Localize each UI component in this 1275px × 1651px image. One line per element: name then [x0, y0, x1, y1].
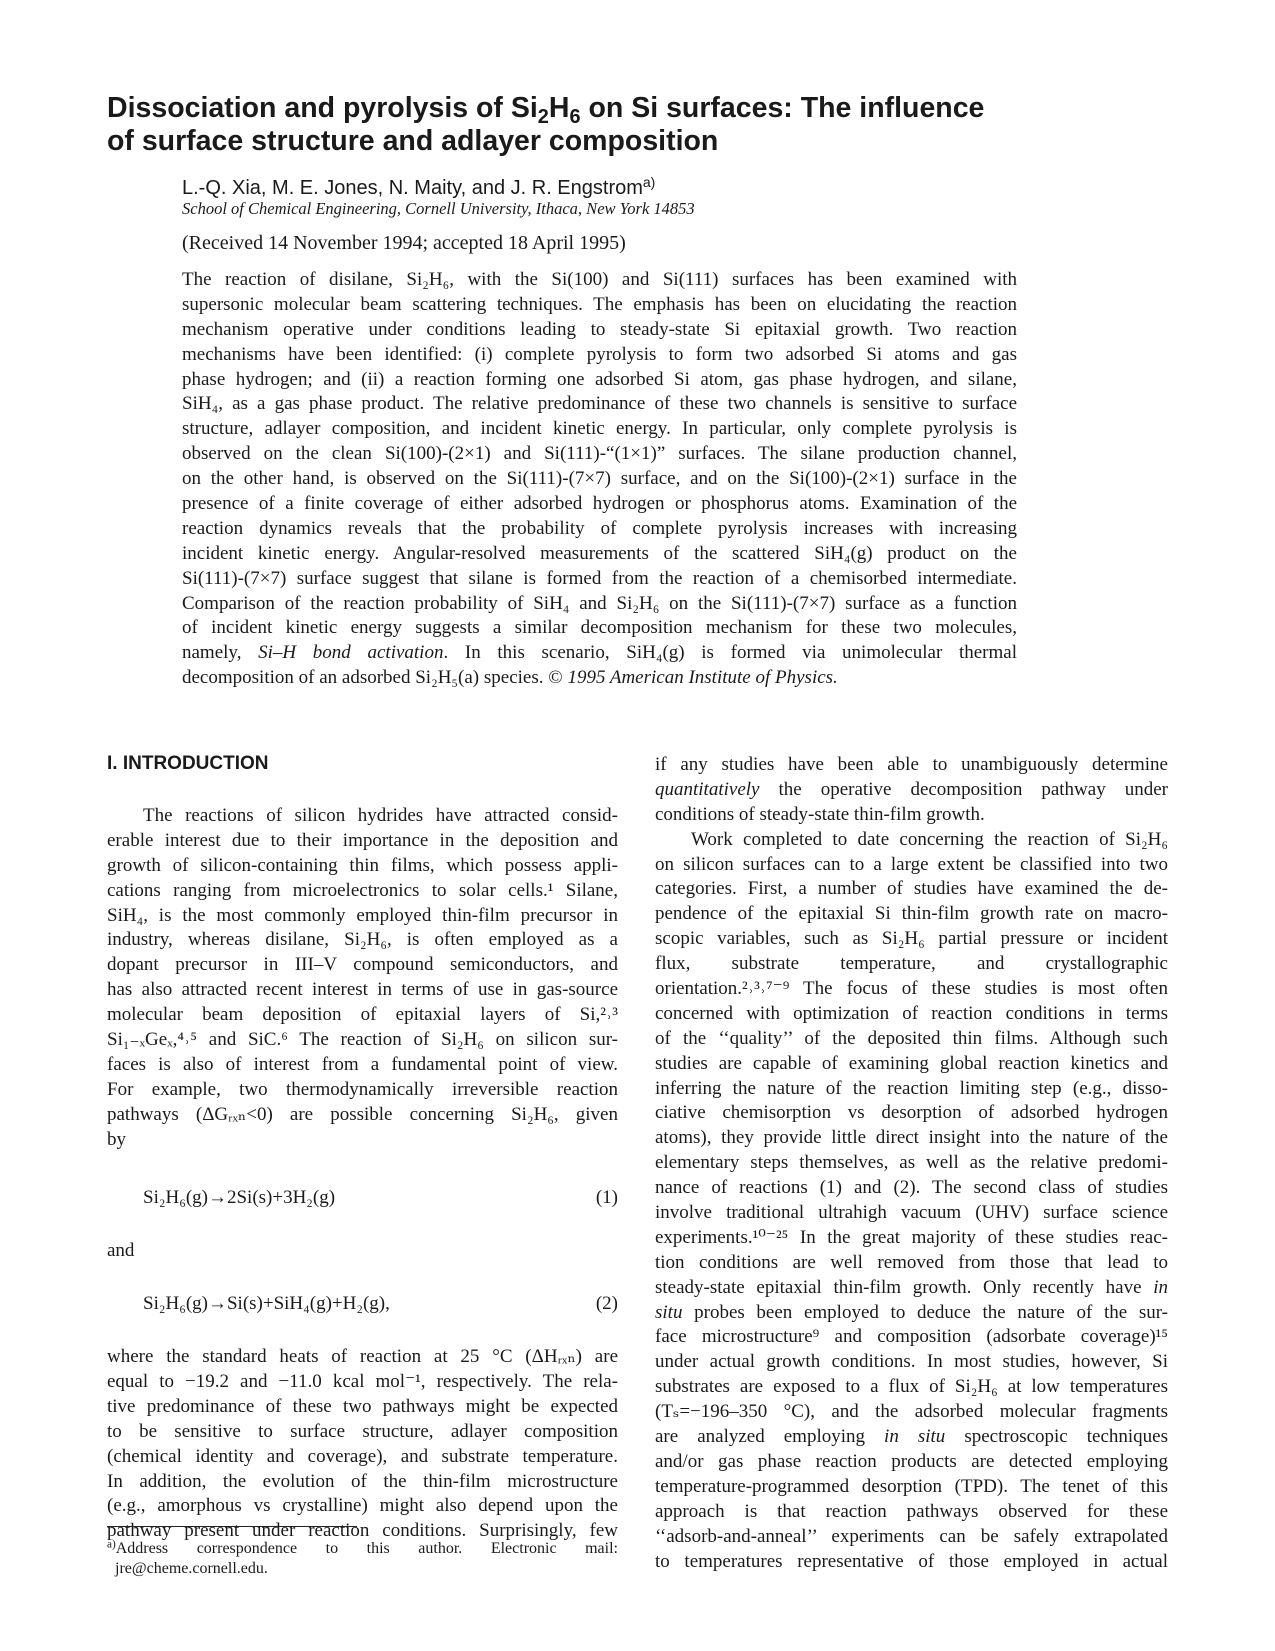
- text-line: SiH₄, is the most commonly employed thin-film precursor in: [107, 904, 618, 926]
- abstract-line: structure, adlayer composition, and incident kinetic energy. In particular, only complete pyrolysis is: [182, 418, 1017, 440]
- abstract-line: SiH₄, as a gas phase product. The relative predominance of these two channels is sensitive to surface: [182, 393, 1017, 415]
- text-line: on silicon surfaces can to a large extent be classified into two: [655, 853, 1168, 875]
- abstract-line: reaction dynamics reveals that the probability of complete pyrolysis increases with increasing: [182, 517, 1017, 539]
- abstract-line: namely, Si–H bond activation. In this scenario, SiH₄(g) is formed via unimolecular thermal: [182, 642, 1017, 664]
- abstract-line: mechanisms have been identified: (i) complete pyrolysis to form two adsorbed Si atoms and gas: [182, 343, 1017, 365]
- footnote-line: jre@cheme.cornell.edu.: [115, 1560, 268, 1577]
- text-line: to be sensitive to surface structure, adlayer composition: [107, 1420, 618, 1442]
- text-line: For example, two thermodynamically irreversible reaction: [107, 1078, 618, 1100]
- text-line: and: [107, 1240, 135, 1262]
- text-line: pathways (ΔGᵣₓₙ<0) are possible concerning Si₂H₆, given: [107, 1103, 618, 1125]
- text-line: (chemical identity and coverage), and substrate temperature.: [107, 1445, 618, 1467]
- text-line: approach is that reaction pathways observed for these: [655, 1500, 1168, 1522]
- abstract: [182, 268, 1017, 691]
- affiliation: School of Chemical Engineering, Cornell University, Ithaca, New York 14853: [182, 199, 695, 218]
- equation-1: Si₂H₆(g)→2Si(s)+3H₂(g) (1): [107, 1186, 618, 1211]
- abstract-line: The reaction of disilane, Si₂H₆, with the Si(100) and Si(111) surfaces has been examined with: [182, 269, 1017, 290]
- intro-text-left: [107, 804, 618, 1544]
- text-line: growth of silicon-containing thin films, which possess appli-: [107, 854, 618, 876]
- text-line: situ probes been employed to deduce the nature of the sur-: [655, 1301, 1168, 1323]
- abstract-line: incident kinetic energy. Angular-resolved measurements of the scattered SiH₄(g) product on the: [182, 542, 1017, 564]
- equation-number: (2): [595, 1293, 618, 1315]
- text-line: conditions of steady-state thin-film growth.: [655, 803, 985, 825]
- text-line: substrates are exposed to a flux of Si₂H₆ at low temperatures: [655, 1376, 1168, 1398]
- text-line: under actual growth conditions. In most studies, however, Si: [655, 1351, 1168, 1373]
- text-line: concerned with optimization of reaction conditions in terms: [655, 1002, 1168, 1024]
- text-line: equal to −19.2 and −11.0 kcal mol⁻¹, respectively. The rela-: [107, 1371, 618, 1393]
- text-line: Work completed to date concerning the reaction of Si₂H₆: [691, 828, 1168, 850]
- text-line: erable interest due to their importance in the deposition and: [107, 829, 618, 851]
- text-line: quantitatively the operative decomposition pathway under: [655, 778, 1168, 800]
- abstract-line: mechanism operative under conditions leading to steady-state Si epitaxial growth. Two reaction: [182, 318, 1017, 340]
- text-line: if any studies have been able to unambiguously determine: [655, 754, 1168, 775]
- text-line: dopant precursor in III–V compound semiconductors, and: [107, 954, 618, 976]
- text-line: inferring the nature of the reaction limiting step (e.g., disso-: [655, 1077, 1168, 1099]
- text-line: pathway present under reaction conditions. Surprisingly, few: [107, 1520, 618, 1542]
- text-line: has also attracted recent interest in terms of use in gas-source: [107, 979, 618, 1001]
- received-dates: (Received 14 November 1994; accepted 18 April 1995): [182, 232, 626, 254]
- title-line-1: Dissociation and pyrolysis of $Si_2H_6$ on Si surfaces: The influence: [107, 92, 985, 128]
- footnote-line: $^{a)}$Address correspondence to this author. Electronic mail:: [107, 1538, 618, 1557]
- footnote-mark: a): [107, 1538, 116, 1551]
- footnote: [107, 1539, 618, 1579]
- text-line: categories. First, a number of studies have examined the de-: [655, 878, 1168, 900]
- title-line-2: of surface structure and adlayer composition: [107, 125, 719, 157]
- abstract-line: phase hydrogen; and (ii) a reaction forming one adsorbed Si atom, gas phase hydrogen, and silane,: [182, 368, 1017, 390]
- text-line: (e.g., amorphous vs crystalline) might also depend upon the: [107, 1495, 618, 1517]
- right-column: [655, 753, 1168, 1574]
- text-line: tion conditions are well removed from those that lead to: [655, 1251, 1168, 1273]
- footnote-divider: [107, 1526, 357, 1527]
- text-line: (Tₛ=−196–350 °C), and the adsorbed molecular fragments: [655, 1401, 1168, 1423]
- text-line: In addition, the evolution of the thin-film microstructure: [107, 1470, 618, 1492]
- abstract-line: of incident kinetic energy suggests a similar decomposition mechanism for these two molecules,: [182, 617, 1017, 639]
- abstract-line: observed on the clean Si(100)-(2×1) and Si(111)-“(1×1)” surfaces. The silane production channel,: [182, 443, 1017, 465]
- author-footnote-mark: a): [642, 174, 656, 190]
- text-line: ‘‘adsorb-and-anneal’’ experiments can be safely extrapolated: [655, 1525, 1168, 1547]
- text-line: molecular beam deposition of epitaxial layers of Si,²˒³: [107, 1004, 618, 1026]
- text-line: temperature-programmed desorption (TPD). The tenet of this: [655, 1475, 1168, 1497]
- text-line: ciative chemisorption vs desorption of adsorbed hydrogen: [655, 1102, 1168, 1124]
- text-line: to temperatures representative of those employed in actual: [655, 1550, 1168, 1572]
- abstract-line: Comparison of the reaction probability of SiH₄ and Si₂H₆ on the Si(111)-(7×7) surface as a function: [182, 592, 1017, 614]
- text-line: faces is also of interest from a fundamental point of view.: [107, 1053, 618, 1075]
- text-line: industry, whereas disilane, Si₂H₆, is often employed as a: [107, 929, 618, 951]
- text-line: elementary steps themselves, as well as the relative predomi-: [655, 1152, 1168, 1174]
- text-line: nance of reactions (1) and (2). The second class of studies: [655, 1177, 1168, 1199]
- abstract-line: Si(111)-(7×7) surface suggest that silane is formed from the reaction of a chemisorbed intermediate.: [182, 567, 1017, 589]
- text-line: orientation.²˒³˒⁷⁻⁹ The focus of these studies is most often: [655, 978, 1168, 1000]
- abstract-line: decomposition of an adsorbed Si₂H₅(a) species. © 1995 American Institute of Physics.: [182, 667, 838, 689]
- text-line: scopic variables, such as Si₂H₆ partial pressure or incident: [655, 928, 1168, 950]
- equation-2: Si₂H₆(g)→Si(s)+SiH₄(g)+H₂(g), (2): [107, 1292, 618, 1317]
- text-line: Si₁₋ₓGeₓ,⁴˒⁵ and SiC.⁶ The reaction of Si₂H₆ on silicon sur-: [107, 1029, 618, 1051]
- left-column: [107, 752, 618, 1544]
- paper-title: [107, 92, 1027, 158]
- text-line: where the standard heats of reaction at 25 °C (ΔHᵣₓₙ) are: [107, 1346, 618, 1368]
- text-line: tive predominance of these two pathways might be expected: [107, 1395, 618, 1417]
- text-line: experiments.¹⁰⁻²⁵ In the great majority of these studies reac-: [655, 1226, 1168, 1248]
- text-line: of the ‘‘quality’’ of the deposited thin films. Although such: [655, 1027, 1168, 1049]
- text-line: pendence of the epitaxial Si thin-film growth rate on macro-: [655, 903, 1168, 925]
- text-line: are analyzed employing in situ spectroscopic techniques: [655, 1426, 1169, 1448]
- abstract-line: on the other hand, is observed on the Si(111)-(7×7) surface, and on the Si(100)-(2×1) surface in the: [182, 468, 1017, 490]
- text-line: The reactions of silicon hydrides have attracted consid-: [143, 805, 618, 826]
- text-line: steady-state epitaxial thin-film growth. Only recently have in: [655, 1276, 1168, 1298]
- text-line: studies are capable of examining global reaction kinetics and: [655, 1052, 1168, 1074]
- text-line: flux, substrate temperature, and crystallographic: [655, 953, 1168, 975]
- text-line: and/or gas phase reaction products are detected employing: [655, 1450, 1168, 1472]
- text-line: face microstructure⁹ and composition (adsorbate coverage)¹⁵: [655, 1326, 1168, 1348]
- text-line: atoms), they provide little direct insight into the nature of the: [655, 1127, 1168, 1149]
- abstract-line: supersonic molecular beam scattering techniques. The emphasis has been on elucidating the reaction: [182, 293, 1017, 315]
- text-line: by: [107, 1128, 126, 1150]
- section-heading: I. INTRODUCTION: [107, 753, 269, 774]
- author-list: L.-Q. Xia, M. E. Jones, N. Maity, and J. R. Engstrom$^{a)}$: [182, 174, 656, 199]
- abstract-line: presence of a finite coverage of either adsorbed hydrogen or phosphorus atoms. Examination of the: [182, 493, 1017, 515]
- text-line: cations ranging from microelectronics to solar cells.¹ Silane,: [107, 879, 618, 901]
- equation-number: (1): [595, 1187, 618, 1209]
- text-line: involve traditional ultrahigh vacuum (UHV) surface science: [655, 1202, 1168, 1224]
